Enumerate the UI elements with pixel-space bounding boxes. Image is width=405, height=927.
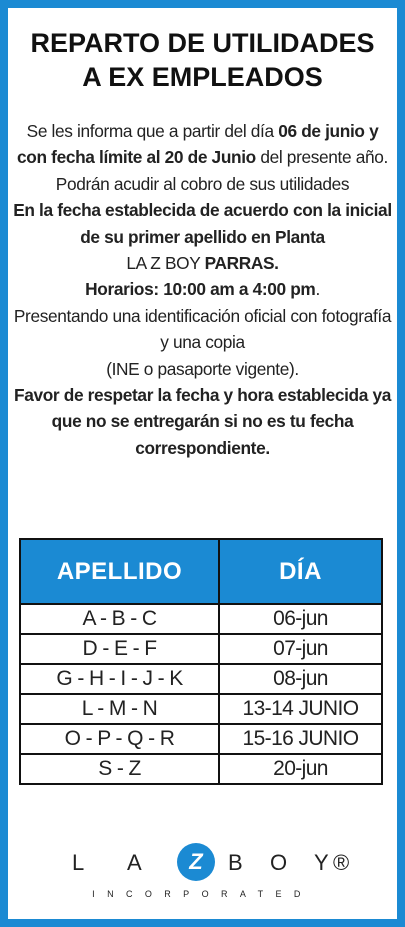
plant-line	[12, 250, 393, 276]
title-line-2: A EX EMPLEADOS	[82, 62, 323, 92]
date-cell: 20-jun	[219, 754, 382, 784]
intro-text: Se les informa que a partir del día	[26, 121, 279, 141]
surname-cell: G - H - I - J - K	[20, 664, 219, 694]
table-row	[20, 724, 382, 754]
logo-letter-z: Z	[189, 849, 203, 874]
hours-line	[12, 276, 393, 302]
logo-tagline: INCORPORATED	[92, 889, 313, 899]
logo-letter-y: Y	[314, 850, 329, 875]
registered-mark: ®	[333, 850, 350, 875]
surname-cell: A - B - C	[20, 604, 219, 634]
surname-cell: S - Z	[20, 754, 219, 784]
date-cell: 15-16 JUNIO	[219, 724, 382, 754]
table-row	[20, 664, 382, 694]
table-row	[20, 694, 382, 724]
surname-cell: D - E - F	[20, 634, 219, 664]
table-row	[20, 634, 382, 664]
id-requirement: Presentando una identificación oficial con fotografía y una copia	[13, 305, 392, 353]
surname-cell: L - M - N	[20, 694, 219, 724]
notice-body	[12, 118, 393, 461]
logo-letter-a: A	[127, 850, 142, 875]
lazboy-logo	[8, 842, 397, 902]
surname-cell: O - P - Q - R	[20, 724, 219, 754]
date-cell: 08-jun	[219, 664, 382, 694]
date-cell: 07-jun	[219, 634, 382, 664]
header-apellido: APELLIDO	[20, 539, 219, 604]
logo-z-badge	[177, 843, 215, 881]
id-examples: (INE o pasaporte vigente).	[106, 358, 299, 379]
logo-wordmark	[8, 842, 397, 884]
logo-letter-l: L	[72, 850, 85, 875]
intro-dates: 06 de junio y con fecha límite al 20 de Junio	[17, 121, 379, 168]
table-row	[20, 754, 382, 784]
intro-text-end: del presente año. Podrán acudir al cobro de sus utilidades	[55, 147, 388, 194]
table-header-row	[20, 539, 382, 604]
plant-company: LA Z BOY	[126, 253, 205, 274]
logo-letter-o: O	[270, 850, 288, 875]
instruction-paragraph: En la fecha establecida de acuerdo con la inicial de su primer apellido en Planta	[13, 200, 392, 247]
hours-text: Horarios: 10:00 am a 4:00 pm	[85, 279, 316, 300]
notice-title	[8, 26, 397, 94]
schedule-table	[19, 538, 383, 785]
plant-name: PARRAS.	[204, 253, 279, 274]
title-line-1: REPARTO DE UTILIDADES	[30, 28, 375, 58]
logo-letter-b: B	[228, 850, 243, 875]
table-row	[20, 604, 382, 634]
warning-paragraph: Favor de respetar la fecha y hora establecida ya que no se entregarán si no es tu fecha correspondiente.	[13, 385, 391, 458]
date-cell: 06-jun	[219, 604, 382, 634]
hours-period: .	[315, 279, 320, 300]
intro-paragraph	[12, 118, 393, 197]
date-cell: 13-14 JUNIO	[219, 694, 382, 724]
header-dia: DÍA	[219, 539, 382, 604]
